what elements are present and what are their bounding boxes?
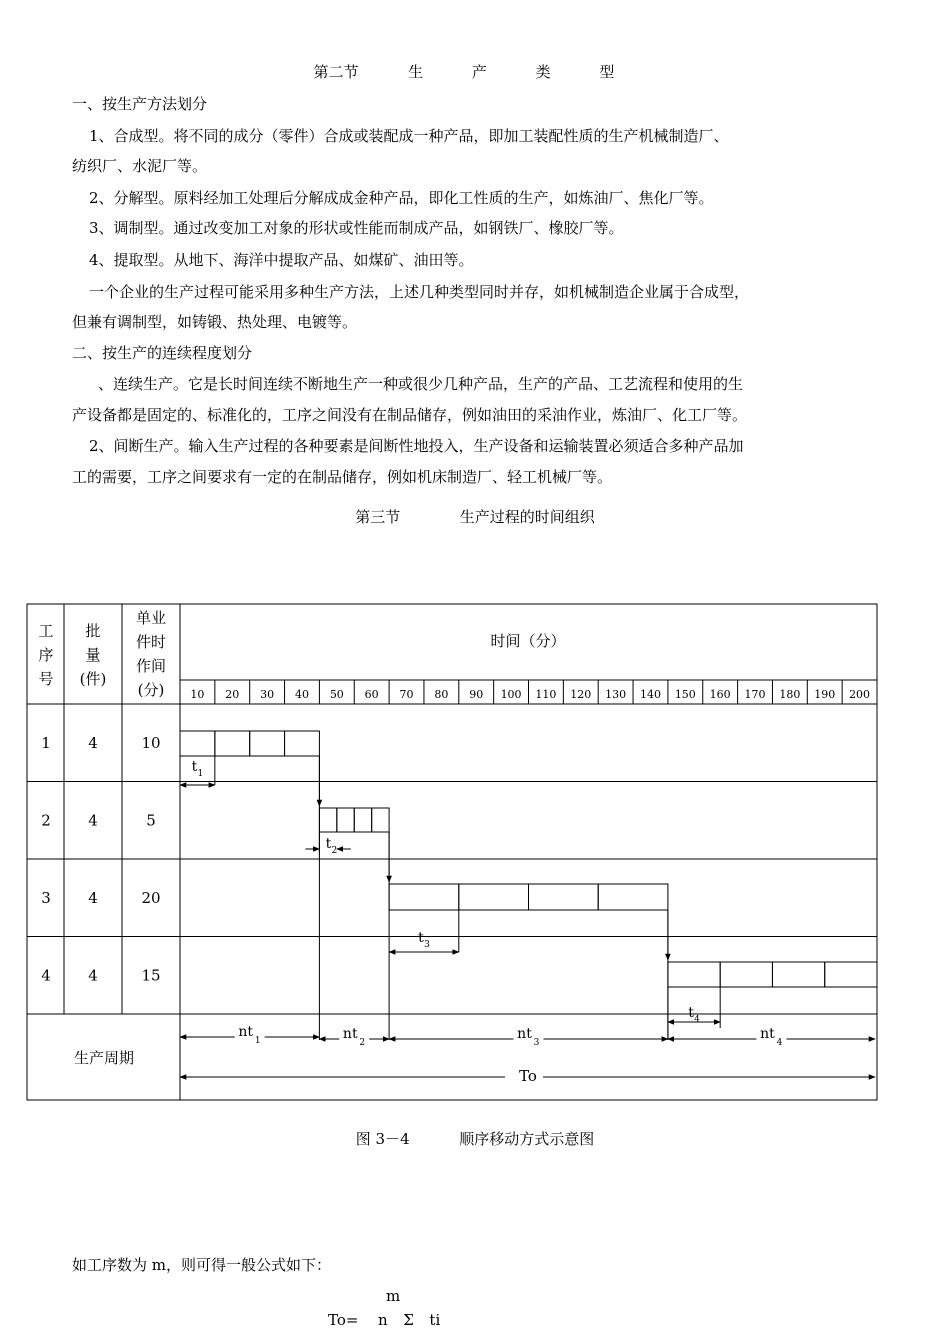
row-op-number: 4 bbox=[41, 966, 51, 985]
formula bbox=[328, 1310, 440, 1330]
tick-label: 130 bbox=[605, 688, 627, 701]
row-batch-size: 4 bbox=[88, 733, 98, 752]
row-batch-size: 4 bbox=[88, 888, 98, 907]
paragraph: 2、分解型。原料经加工处理后分解成成金种产品，即化工性质的生产，如炼油厂、焦化厂等。 bbox=[89, 189, 714, 207]
paragraph: 但兼有调制型，如铸锻、热处理、电镀等。 bbox=[72, 313, 358, 331]
paragraph: 纺织厂、水泥厂等。 bbox=[72, 157, 208, 175]
row-op-number: 2 bbox=[41, 811, 51, 830]
batch-time-subscript: 2 bbox=[359, 1038, 366, 1048]
figure-number: 图 3－4 bbox=[355, 1130, 410, 1148]
tick-label: 150 bbox=[674, 688, 696, 701]
section-label: 第三节 bbox=[355, 508, 401, 526]
header-unit-time-line: 作间 bbox=[135, 657, 167, 675]
tick-label: 120 bbox=[570, 688, 592, 701]
tick-label: 50 bbox=[329, 688, 344, 701]
table-border bbox=[27, 604, 877, 1100]
header-batch-line: 量 bbox=[85, 646, 101, 664]
tick-label: 30 bbox=[260, 688, 275, 701]
batch-time-subscript: 1 bbox=[254, 1036, 261, 1046]
process-segment bbox=[389, 884, 459, 910]
paragraph: 产设备都是固定的、标准化的，工序之间没有在制品储存，例如油田的采油作业，炼油厂、化工厂等。 bbox=[72, 406, 748, 424]
row-batch-size: 4 bbox=[88, 966, 98, 985]
batch-time-subscript: 4 bbox=[776, 1038, 783, 1048]
header-op-line: 工 bbox=[38, 622, 54, 640]
batch-time-label: nt bbox=[238, 1024, 254, 1040]
formula-n: n bbox=[378, 1311, 388, 1329]
figure-title: 顺序移动方式示意图 bbox=[459, 1130, 595, 1148]
total-cycle-label: To bbox=[519, 1067, 537, 1085]
production-cycle-label: 生产周期 bbox=[73, 1049, 135, 1067]
tick-label: 110 bbox=[535, 688, 557, 701]
process-segment bbox=[825, 962, 877, 987]
process-segment bbox=[215, 731, 250, 756]
header-unit-time-line: 件时 bbox=[135, 633, 167, 651]
row-op-number: 1 bbox=[41, 733, 51, 752]
header-batch-line: (件) bbox=[79, 670, 107, 688]
process-segment bbox=[337, 808, 354, 832]
header-batch-line: 批 bbox=[85, 622, 101, 640]
unit-time-label: t bbox=[688, 1005, 694, 1021]
header-unit-time-line: 单业 bbox=[135, 609, 167, 627]
section-label: 第二节 bbox=[313, 63, 359, 81]
formula-intro: 如工序数为 m，则可得一般公式如下： bbox=[72, 1256, 331, 1274]
tick-label: 190 bbox=[814, 688, 836, 701]
tick-label: 70 bbox=[399, 688, 414, 701]
batch-time-label: nt bbox=[342, 1026, 358, 1042]
process-segment bbox=[668, 962, 720, 987]
paragraph: 1、合成型。将不同的成分（零件）合成或装配成一种产品，即加工装配性质的生产机械制造厂、 bbox=[89, 127, 729, 145]
process-segment bbox=[598, 884, 668, 910]
formula-lhs: To= bbox=[328, 1311, 359, 1329]
unit-time-label: t bbox=[325, 836, 332, 852]
unit-time-label: t bbox=[418, 930, 424, 946]
row-unit-time: 20 bbox=[141, 888, 161, 907]
unit-time-subscript: 3 bbox=[424, 940, 430, 950]
process-segment bbox=[459, 884, 529, 910]
row-op-number: 3 bbox=[41, 888, 51, 907]
process-segment bbox=[372, 808, 389, 832]
tick-label: 20 bbox=[225, 688, 240, 701]
batch-time-label: nt bbox=[760, 1026, 775, 1042]
row-unit-time: 10 bbox=[141, 733, 161, 752]
tick-label: 90 bbox=[469, 688, 484, 701]
paragraph: 2、间断生产。输入生产过程的各种要素是间断性地投入，生产设备和运输装置必须适合多种产品加 bbox=[89, 437, 744, 455]
process-segment bbox=[529, 884, 599, 910]
tick-label: 180 bbox=[779, 688, 801, 701]
header-unit-time-line: (分) bbox=[137, 681, 165, 699]
row-unit-time: 5 bbox=[146, 811, 156, 830]
header-op-line: 号 bbox=[38, 670, 54, 688]
formula-upper-limit: m bbox=[386, 1287, 401, 1305]
section-title: 生 产 类 型 bbox=[408, 63, 637, 81]
unit-time-subscript: 2 bbox=[331, 846, 338, 856]
tick-label: 160 bbox=[709, 688, 731, 701]
paragraph: 、连续生产。它是长时间连续不断地生产一种或很少几种产品，生产的产品、工艺流程和使用的生 bbox=[98, 375, 744, 393]
tick-label: 60 bbox=[364, 688, 379, 701]
batch-time-subscript: 3 bbox=[533, 1038, 540, 1048]
process-segment bbox=[180, 731, 215, 756]
process-segment bbox=[250, 731, 285, 756]
unit-time-subscript: 4 bbox=[694, 1015, 700, 1025]
paragraph: 3、调制型。通过改变加工对象的形状或性能而制成产品，如钢铁厂、橡胶厂等。 bbox=[89, 219, 624, 237]
header-op-line: 序 bbox=[38, 646, 54, 664]
formula-sigma: Σ bbox=[403, 1311, 414, 1329]
process-segment bbox=[720, 962, 772, 987]
batch-time-label: nt bbox=[517, 1026, 532, 1042]
tick-label: 200 bbox=[849, 688, 871, 701]
tick-label: 140 bbox=[639, 688, 661, 701]
unit-time-subscript: 1 bbox=[197, 769, 204, 779]
figure-caption bbox=[0, 1129, 950, 1149]
tick-label: 10 bbox=[190, 688, 205, 701]
tick-label: 80 bbox=[434, 688, 449, 701]
tick-label: 100 bbox=[500, 688, 522, 701]
subsection-title: 一、按生产方法划分 bbox=[72, 95, 208, 113]
subsection-title: 二、按生产的连续程度划分 bbox=[72, 344, 253, 362]
paragraph: 一个企业的生产过程可能采用多种生产方法，上述几种类型同时并存，如机械制造企业属于合成型， bbox=[89, 283, 750, 301]
header-time-label: 时间（分） bbox=[490, 632, 566, 650]
formula-ti: ti bbox=[429, 1311, 441, 1329]
process-segment bbox=[319, 808, 336, 832]
process-segment bbox=[354, 808, 371, 832]
tick-label: 40 bbox=[294, 688, 309, 701]
row-batch-size: 4 bbox=[88, 811, 98, 830]
unit-time-label: t bbox=[191, 759, 198, 775]
tick-label: 170 bbox=[744, 688, 766, 701]
paragraph: 工的需要，工序之间要求有一定的在制品储存，例如机床制造厂、轻工机械厂等。 bbox=[72, 468, 613, 486]
process-segment bbox=[772, 962, 824, 987]
process-segment bbox=[285, 731, 320, 756]
row-unit-time: 15 bbox=[141, 966, 161, 985]
paragraph: 4、提取型。从地下、海洋中提取产品、如煤矿、油田等。 bbox=[89, 251, 474, 269]
section-title: 生产过程的时间组织 bbox=[459, 508, 595, 526]
